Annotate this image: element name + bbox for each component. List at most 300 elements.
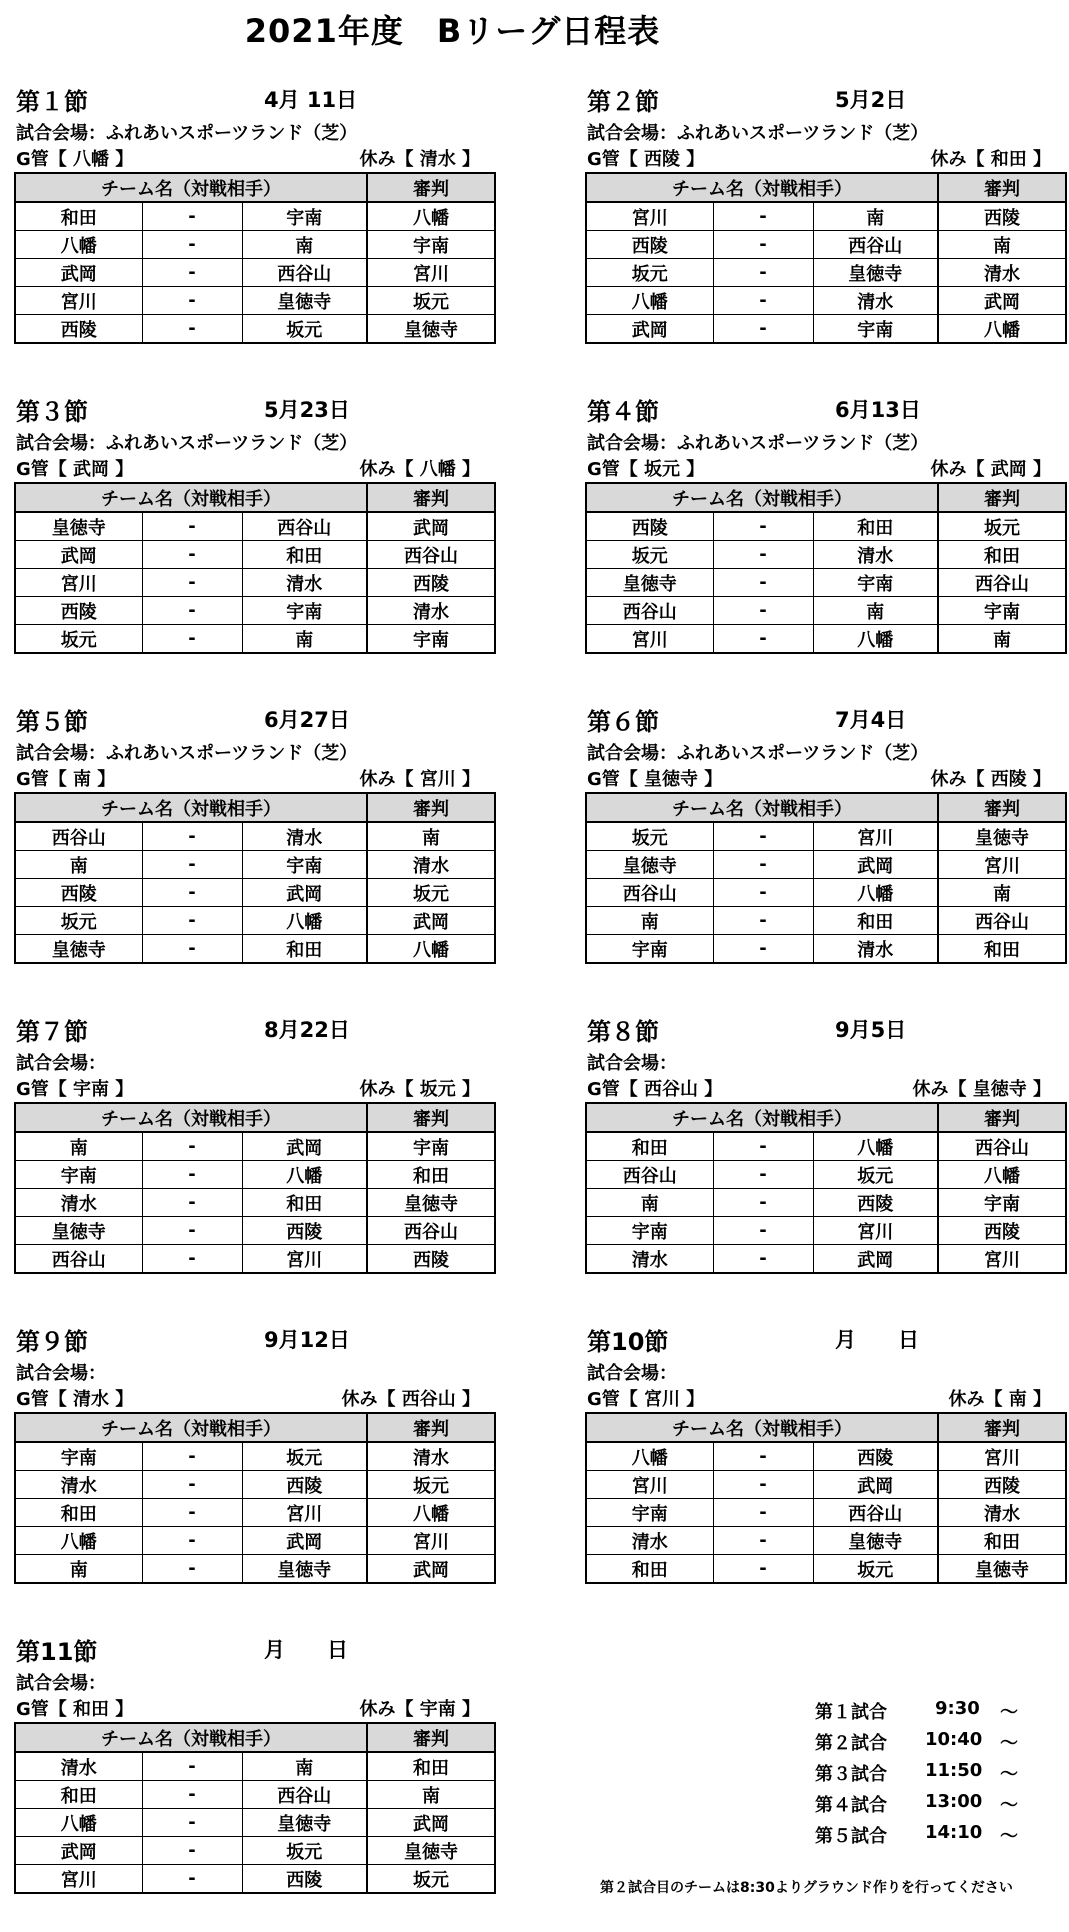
round-date: 8月22日: [264, 1018, 350, 1042]
away-team: 武岡: [813, 1245, 938, 1274]
header-team: チーム名（対戦相手）: [15, 1413, 367, 1442]
table-header-row: [586, 1413, 1066, 1442]
home-team: 坂元: [15, 907, 142, 935]
referee-team: 坂元: [938, 512, 1066, 541]
match-row: [15, 231, 495, 259]
away-team: 八幡: [813, 1132, 938, 1161]
home-team: 西谷山: [15, 1245, 142, 1274]
header-team: チーム名（対戦相手）: [15, 1103, 367, 1132]
away-team: 和田: [242, 1189, 367, 1217]
round-title: 第10節: [587, 1328, 669, 1356]
table-header-row: [586, 173, 1066, 202]
referee-team: 武岡: [938, 287, 1066, 315]
home-team: 宇南: [586, 935, 713, 964]
vs-separator: -: [142, 935, 242, 964]
header-team: チーム名（対戦相手）: [15, 483, 367, 512]
venue-label: 試合会場：: [16, 1673, 106, 1694]
vs-separator: -: [713, 1217, 813, 1245]
away-team: 宮川: [813, 822, 938, 851]
vs-separator: -: [142, 1865, 242, 1894]
home-team: 宮川: [15, 1865, 142, 1894]
match-row: [586, 1245, 1066, 1274]
home-team: 西陵: [586, 231, 713, 259]
match-row: [586, 879, 1066, 907]
rest-team: 休み【 宇南 】: [359, 1699, 480, 1720]
vs-separator: -: [713, 822, 813, 851]
away-team: 清水: [813, 935, 938, 964]
referee-team: 西陵: [367, 569, 495, 597]
round-block: [14, 1632, 496, 1932]
vs-separator: -: [142, 569, 242, 597]
referee-team: 坂元: [367, 879, 495, 907]
match-time-tilde: ～: [1000, 1826, 1018, 1847]
away-team: 皇徳寺: [242, 1555, 367, 1584]
home-team: 和田: [586, 1132, 713, 1161]
referee-team: 西陵: [938, 1471, 1066, 1499]
ground-manager: G管【 八幡 】: [16, 149, 134, 170]
away-team: 坂元: [242, 315, 367, 344]
match-time-tilde: ～: [1000, 1733, 1018, 1754]
away-team: 南: [813, 597, 938, 625]
match-time-label: 第４試合: [815, 1795, 887, 1816]
rest-team: 休み【 南 】: [948, 1389, 1051, 1410]
referee-team: 宮川: [367, 1527, 495, 1555]
match-row: [586, 907, 1066, 935]
vs-separator: -: [713, 315, 813, 344]
home-team: 西陵: [15, 315, 142, 344]
match-row: [586, 315, 1066, 344]
header-team: チーム名（対戦相手）: [586, 1103, 938, 1132]
vs-separator: -: [142, 907, 242, 935]
rest-team: 休み【 宮川 】: [359, 769, 480, 790]
table-header-row: [586, 793, 1066, 822]
away-team: 西谷山: [813, 1499, 938, 1527]
home-team: 清水: [15, 1189, 142, 1217]
away-team: 坂元: [242, 1442, 367, 1471]
header-referee: 審判: [938, 1103, 1066, 1132]
vs-separator: -: [142, 1189, 242, 1217]
vs-separator: -: [713, 1189, 813, 1217]
header-team: チーム名（対戦相手）: [15, 793, 367, 822]
away-team: 皇徳寺: [242, 1809, 367, 1837]
match-row: [15, 287, 495, 315]
table-header-row: [586, 483, 1066, 512]
home-team: 八幡: [586, 1442, 713, 1471]
ground-prep-note: 第２試合目のチームは8:30よりグラウンド作りを行ってください: [600, 1880, 1013, 1896]
home-team: 宇南: [15, 1161, 142, 1189]
home-team: 南: [586, 907, 713, 935]
referee-team: 武岡: [367, 907, 495, 935]
round-date: 9月12日: [264, 1328, 350, 1352]
referee-team: 西谷山: [938, 907, 1066, 935]
away-team: 清水: [813, 541, 938, 569]
ground-manager: G管【 清水 】: [16, 1389, 134, 1410]
round-title: 第９節: [16, 1328, 88, 1356]
referee-team: 武岡: [367, 512, 495, 541]
vs-separator: -: [713, 287, 813, 315]
away-team: 宇南: [242, 202, 367, 231]
away-team: 武岡: [813, 851, 938, 879]
home-team: 西陵: [15, 879, 142, 907]
vs-separator: -: [713, 1161, 813, 1189]
schedule-table: [585, 792, 1067, 964]
header-referee: 審判: [367, 1103, 495, 1132]
away-team: 南: [813, 202, 938, 231]
referee-team: 和田: [938, 1527, 1066, 1555]
away-team: 西陵: [813, 1189, 938, 1217]
away-team: 清水: [242, 822, 367, 851]
away-team: 和田: [813, 512, 938, 541]
home-team: 武岡: [586, 315, 713, 344]
away-team: 西陵: [813, 1442, 938, 1471]
match-row: [586, 625, 1066, 654]
referee-team: 清水: [938, 1499, 1066, 1527]
round-date: 9月5日: [835, 1018, 907, 1042]
away-team: 西陵: [242, 1865, 367, 1894]
away-team: 八幡: [813, 879, 938, 907]
home-team: 皇徳寺: [15, 935, 142, 964]
vs-separator: -: [142, 231, 242, 259]
vs-separator: -: [142, 1809, 242, 1837]
page-title: 2021年度 Bリーグ日程表: [244, 12, 661, 50]
ground-manager: G管【 武岡 】: [16, 459, 134, 480]
round-block: [585, 702, 1067, 1002]
schedule-table: [14, 792, 496, 964]
match-row: [15, 1217, 495, 1245]
away-team: 西谷山: [242, 1781, 367, 1809]
match-row: [586, 1499, 1066, 1527]
round-date: 月 日: [264, 1638, 348, 1662]
referee-team: 武岡: [367, 1555, 495, 1584]
venue-label: 試合会場：ふれあいスポーツランド（芝）: [587, 123, 929, 144]
header-referee: 審判: [938, 793, 1066, 822]
away-team: 八幡: [242, 907, 367, 935]
match-row: [15, 1809, 495, 1837]
round-date: 5月2日: [835, 88, 907, 112]
match-row: [15, 935, 495, 964]
referee-team: 南: [938, 625, 1066, 654]
match-row: [15, 1442, 495, 1471]
referee-team: 八幡: [938, 1161, 1066, 1189]
home-team: 坂元: [586, 822, 713, 851]
home-team: 和田: [15, 1781, 142, 1809]
ground-manager: G管【 宇南 】: [16, 1079, 134, 1100]
vs-separator: -: [713, 512, 813, 541]
away-team: 武岡: [242, 1132, 367, 1161]
referee-team: 皇徳寺: [938, 822, 1066, 851]
match-row: [586, 541, 1066, 569]
header-referee: 審判: [938, 483, 1066, 512]
match-time-label: 第１試合: [815, 1702, 887, 1723]
match-row: [15, 512, 495, 541]
header-team: チーム名（対戦相手）: [15, 1723, 367, 1752]
match-time-row: [815, 1822, 1035, 1853]
match-row: [586, 231, 1066, 259]
header-referee: 審判: [938, 173, 1066, 202]
away-team: 宇南: [813, 315, 938, 344]
schedule-table: [585, 1102, 1067, 1274]
away-team: 坂元: [813, 1161, 938, 1189]
round-title: 第３節: [16, 398, 88, 426]
round-block: [14, 702, 496, 1002]
vs-separator: -: [142, 315, 242, 344]
referee-team: 清水: [367, 597, 495, 625]
match-time-row: [815, 1791, 1035, 1822]
match-row: [586, 1132, 1066, 1161]
vs-separator: -: [713, 851, 813, 879]
away-team: 南: [242, 231, 367, 259]
home-team: 和田: [15, 202, 142, 231]
match-row: [15, 259, 495, 287]
match-time-tilde: ～: [1000, 1795, 1018, 1816]
away-team: 八幡: [813, 625, 938, 654]
round-date: 4月 11日: [264, 88, 358, 112]
vs-separator: -: [713, 879, 813, 907]
home-team: 皇徳寺: [586, 569, 713, 597]
match-row: [15, 625, 495, 654]
match-row: [15, 1161, 495, 1189]
round-block: [14, 1012, 496, 1312]
match-row: [586, 259, 1066, 287]
home-team: 西谷山: [15, 822, 142, 851]
header-team: チーム名（対戦相手）: [586, 793, 938, 822]
venue-label: 試合会場：ふれあいスポーツランド（芝）: [16, 123, 358, 144]
home-team: 和田: [586, 1555, 713, 1584]
rest-team: 休み【 八幡 】: [359, 459, 480, 480]
vs-separator: -: [142, 1837, 242, 1865]
referee-team: 八幡: [367, 935, 495, 964]
referee-team: 南: [938, 231, 1066, 259]
match-row: [586, 512, 1066, 541]
referee-team: 清水: [938, 259, 1066, 287]
home-team: 坂元: [586, 541, 713, 569]
header-referee: 審判: [367, 1413, 495, 1442]
table-header-row: [15, 793, 495, 822]
away-team: 宮川: [813, 1217, 938, 1245]
round-block: [14, 392, 496, 692]
match-row: [15, 1837, 495, 1865]
home-team: 宮川: [15, 287, 142, 315]
match-row: [15, 541, 495, 569]
vs-separator: -: [713, 259, 813, 287]
match-time-value: 10:40: [925, 1729, 983, 1750]
home-team: 八幡: [586, 287, 713, 315]
vs-separator: -: [713, 202, 813, 231]
home-team: 西陵: [15, 597, 142, 625]
match-row: [15, 907, 495, 935]
schedule-table: [585, 1412, 1067, 1584]
match-row: [586, 935, 1066, 964]
away-team: 西谷山: [242, 259, 367, 287]
away-team: 皇徳寺: [242, 287, 367, 315]
away-team: 宇南: [242, 597, 367, 625]
match-row: [586, 851, 1066, 879]
round-date: 6月27日: [264, 708, 350, 732]
away-team: 宮川: [242, 1499, 367, 1527]
away-team: 武岡: [242, 879, 367, 907]
home-team: 宮川: [15, 569, 142, 597]
vs-separator: -: [142, 287, 242, 315]
home-team: 武岡: [15, 541, 142, 569]
match-time-tilde: ～: [1000, 1764, 1018, 1785]
home-team: 皇徳寺: [586, 851, 713, 879]
away-team: 南: [242, 1752, 367, 1781]
match-row: [15, 1555, 495, 1584]
match-row: [15, 569, 495, 597]
match-time-row: [815, 1698, 1035, 1729]
away-team: 武岡: [242, 1527, 367, 1555]
round-date: 5月23日: [264, 398, 350, 422]
header-team: チーム名（対戦相手）: [586, 1413, 938, 1442]
vs-separator: -: [142, 202, 242, 231]
round-block: [585, 1012, 1067, 1312]
header-team: チーム名（対戦相手）: [586, 483, 938, 512]
vs-separator: -: [142, 1781, 242, 1809]
rest-team: 休み【 皇徳寺 】: [912, 1079, 1051, 1100]
round-date: 7月4日: [835, 708, 907, 732]
vs-separator: -: [713, 1442, 813, 1471]
schedule-table: [14, 1412, 496, 1584]
rest-team: 休み【 和田 】: [930, 149, 1051, 170]
table-header-row: [15, 1103, 495, 1132]
away-team: 皇徳寺: [813, 1527, 938, 1555]
venue-label: 試合会場：ふれあいスポーツランド（芝）: [16, 433, 358, 454]
schedule-table: [14, 1102, 496, 1274]
away-team: 南: [242, 625, 367, 654]
match-row: [586, 1217, 1066, 1245]
ground-manager: G管【 坂元 】: [587, 459, 705, 480]
referee-team: 和田: [367, 1752, 495, 1781]
away-team: 八幡: [242, 1161, 367, 1189]
home-team: 八幡: [15, 231, 142, 259]
ground-manager: G管【 南 】: [16, 769, 116, 790]
match-time-row: [815, 1760, 1035, 1791]
match-row: [15, 1527, 495, 1555]
header-referee: 審判: [367, 1723, 495, 1752]
referee-team: 清水: [367, 851, 495, 879]
round-title: 第11節: [16, 1638, 98, 1666]
home-team: 皇徳寺: [15, 512, 142, 541]
away-team: 和田: [242, 935, 367, 964]
match-row: [15, 851, 495, 879]
match-row: [15, 879, 495, 907]
vs-separator: -: [713, 1471, 813, 1499]
away-team: 西陵: [242, 1471, 367, 1499]
vs-separator: -: [713, 1132, 813, 1161]
home-team: 西谷山: [586, 879, 713, 907]
match-time-value: 13:00: [925, 1791, 983, 1812]
table-header-row: [15, 1723, 495, 1752]
match-row: [586, 202, 1066, 231]
venue-label: 試合会場：ふれあいスポーツランド（芝）: [587, 433, 929, 454]
referee-team: 皇徳寺: [938, 1555, 1066, 1584]
home-team: 坂元: [586, 259, 713, 287]
home-team: 南: [15, 851, 142, 879]
round-block: [585, 1322, 1067, 1622]
round-title: 第２節: [587, 88, 659, 116]
vs-separator: -: [142, 1161, 242, 1189]
referee-team: 宮川: [938, 851, 1066, 879]
vs-separator: -: [142, 625, 242, 654]
home-team: 南: [15, 1132, 142, 1161]
round-date: 6月13日: [835, 398, 921, 422]
referee-team: 坂元: [367, 287, 495, 315]
referee-team: 南: [938, 879, 1066, 907]
vs-separator: -: [713, 907, 813, 935]
home-team: 宇南: [15, 1442, 142, 1471]
referee-team: 八幡: [938, 315, 1066, 344]
referee-team: 坂元: [367, 1471, 495, 1499]
round-title: 第８節: [587, 1018, 659, 1046]
match-row: [15, 1865, 495, 1894]
match-row: [586, 597, 1066, 625]
match-row: [586, 1555, 1066, 1584]
match-row: [15, 1245, 495, 1274]
referee-team: 和田: [938, 541, 1066, 569]
home-team: 宮川: [586, 1471, 713, 1499]
home-team: 皇徳寺: [15, 1217, 142, 1245]
referee-team: 宇南: [367, 231, 495, 259]
schedule-table: [585, 172, 1067, 344]
header-team: チーム名（対戦相手）: [15, 173, 367, 202]
away-team: 和田: [813, 907, 938, 935]
ground-manager: G管【 西陵 】: [587, 149, 705, 170]
away-team: 宇南: [242, 851, 367, 879]
rest-team: 休み【 武岡 】: [930, 459, 1051, 480]
away-team: 坂元: [242, 1837, 367, 1865]
match-row: [15, 202, 495, 231]
vs-separator: -: [713, 1245, 813, 1274]
match-row: [15, 315, 495, 344]
vs-separator: -: [713, 935, 813, 964]
match-time-tilde: ～: [1000, 1702, 1018, 1723]
vs-separator: -: [142, 597, 242, 625]
match-row: [586, 1189, 1066, 1217]
home-team: 南: [586, 1189, 713, 1217]
schedule-table: [14, 482, 496, 654]
round-title: 第５節: [16, 708, 88, 736]
referee-team: 八幡: [367, 202, 495, 231]
round-title: 第４節: [587, 398, 659, 426]
away-team: 宇南: [813, 569, 938, 597]
referee-team: 西陵: [938, 202, 1066, 231]
vs-separator: -: [713, 1499, 813, 1527]
match-row: [586, 569, 1066, 597]
home-team: 武岡: [15, 1837, 142, 1865]
referee-team: 八幡: [367, 1499, 495, 1527]
vs-separator: -: [713, 569, 813, 597]
away-team: 和田: [242, 541, 367, 569]
table-header-row: [15, 173, 495, 202]
referee-team: 西谷山: [938, 1132, 1066, 1161]
vs-separator: -: [713, 1555, 813, 1584]
referee-team: 宇南: [938, 597, 1066, 625]
referee-team: 南: [367, 822, 495, 851]
match-row: [15, 597, 495, 625]
home-team: 八幡: [15, 1809, 142, 1837]
venue-label: 試合会場：ふれあいスポーツランド（芝）: [16, 743, 358, 764]
home-team: 和田: [15, 1499, 142, 1527]
match-row: [15, 1499, 495, 1527]
referee-team: 西陵: [938, 1217, 1066, 1245]
referee-team: 皇徳寺: [367, 1837, 495, 1865]
match-row: [15, 1752, 495, 1781]
match-row: [586, 1161, 1066, 1189]
vs-separator: -: [713, 231, 813, 259]
vs-separator: -: [142, 1245, 242, 1274]
round-block: [14, 1322, 496, 1622]
home-team: 西陵: [586, 512, 713, 541]
